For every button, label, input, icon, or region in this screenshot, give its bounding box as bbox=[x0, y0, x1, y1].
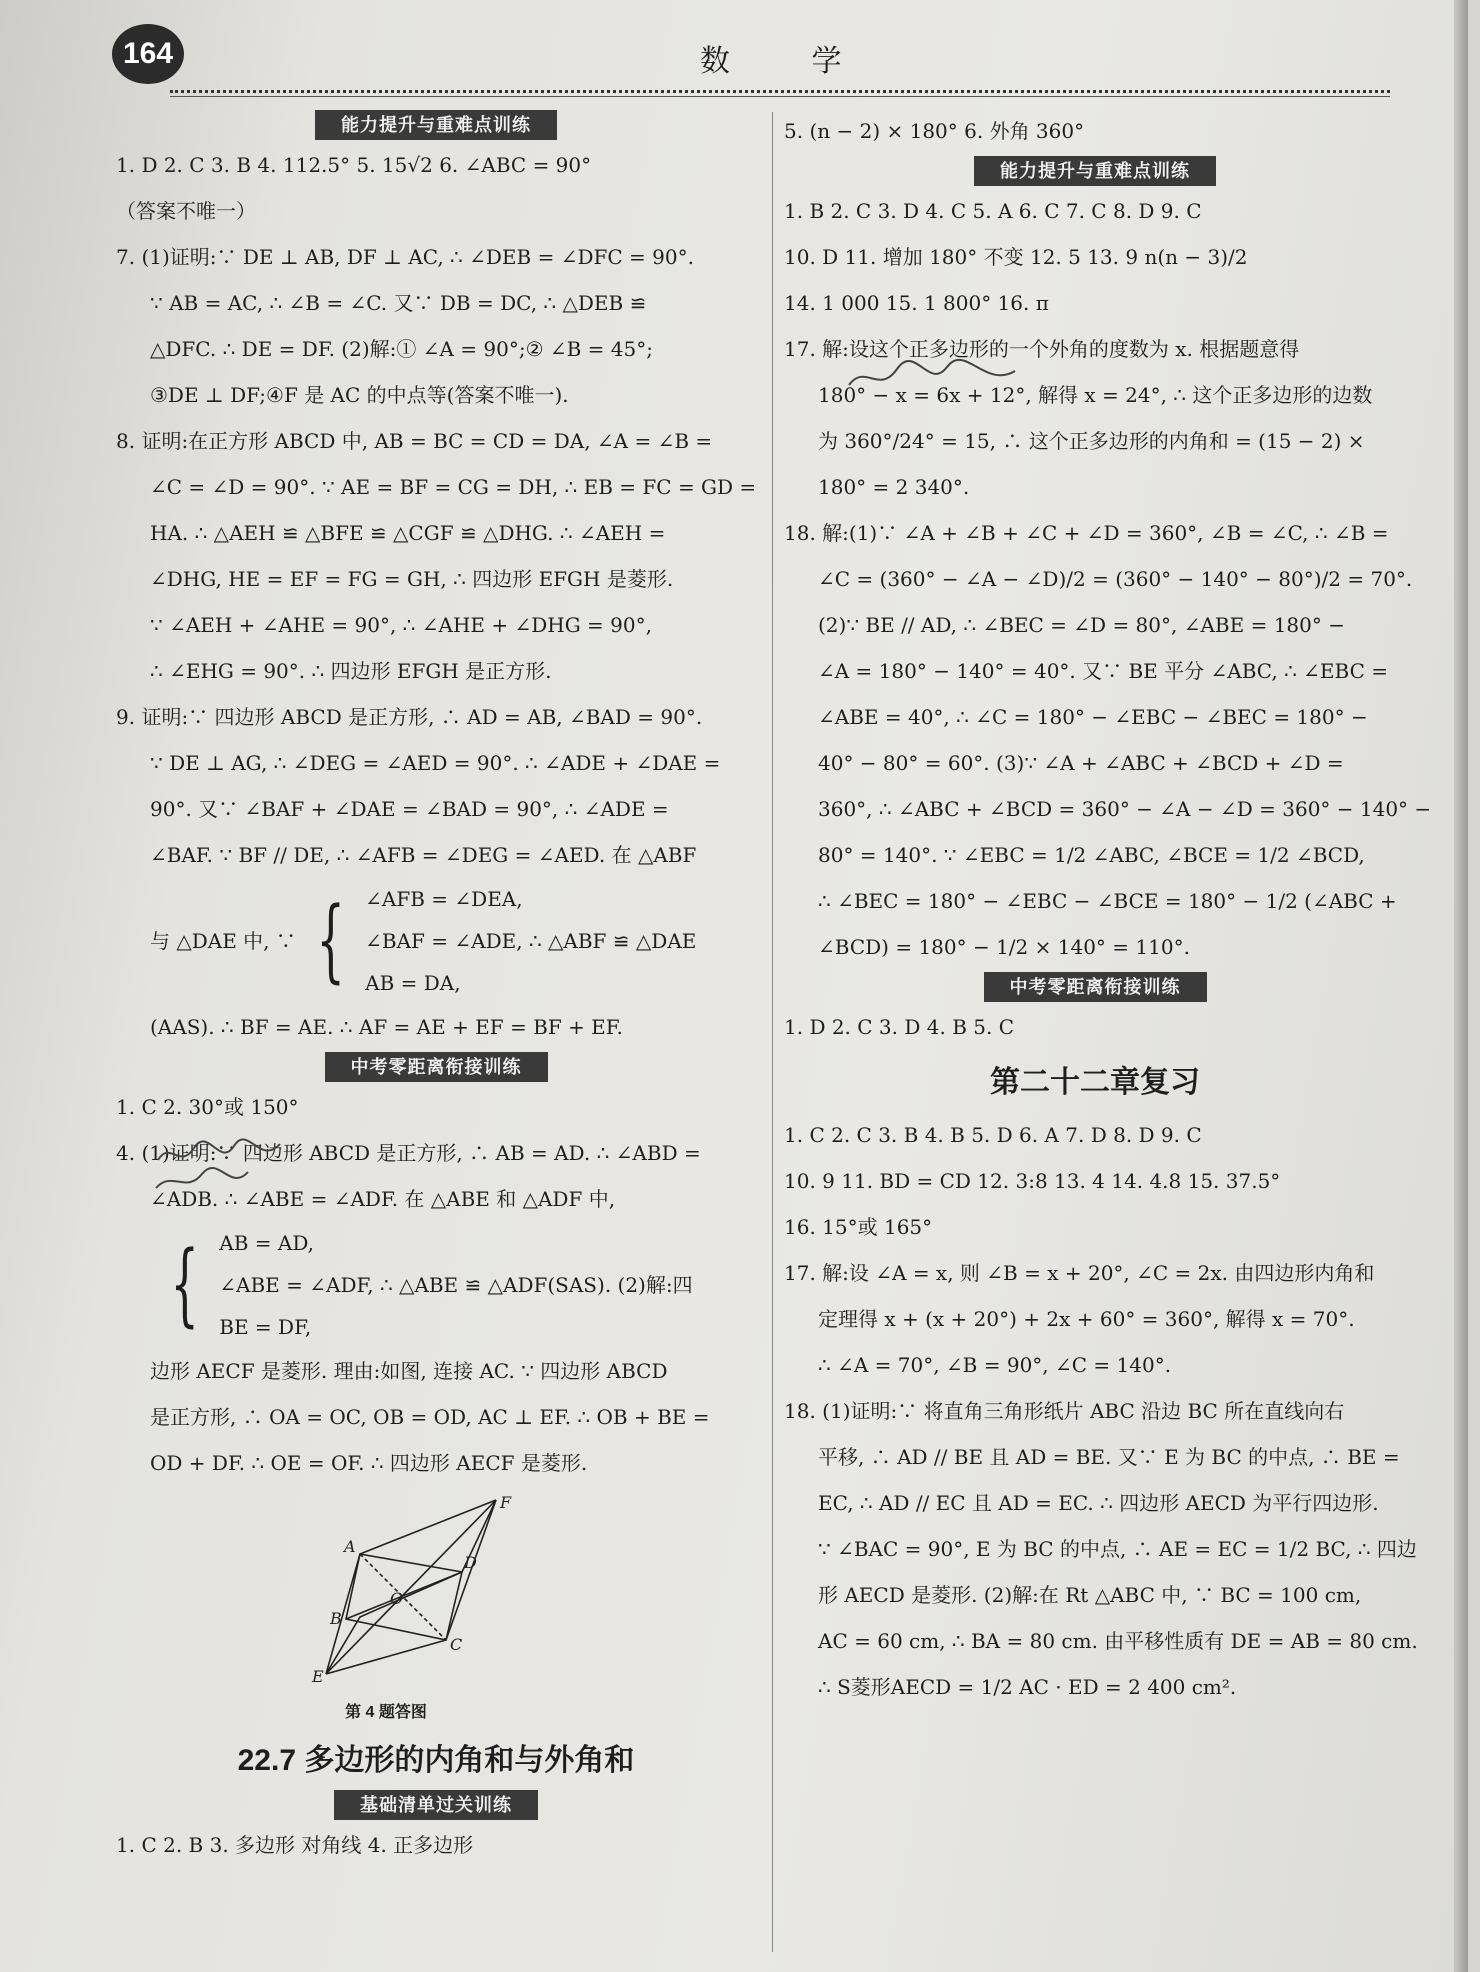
answer-line: 形 AECD 是菱形. (2)解:在 Rt △ABC 中, ∵ BC = 100 cm, bbox=[818, 1583, 1362, 1607]
answer-line: 9. 证明:∵ 四边形 ABCD 是正方形, ∴ AD = AB, ∠BAD = 90°. bbox=[116, 705, 703, 729]
figure-edge-af bbox=[360, 1500, 496, 1554]
section-band: 能力提升与重难点训练 bbox=[974, 156, 1216, 186]
answer-line: 17. 解:设这个正多边形的一个外角的度数为 x. 根据题意得 bbox=[784, 337, 1300, 361]
answer-line: 7. (1)证明:∵ DE ⊥ AB, DF ⊥ AC, ∴ ∠DEB = ∠DFC = 90°. bbox=[116, 245, 694, 269]
figure-label-a: A bbox=[344, 1537, 356, 1556]
answer-line: ∴ S菱形AECD = 1/2 AC · ED = 2 400 cm². bbox=[818, 1675, 1237, 1699]
answer-line: ∠DHG, HE = EF = FG = GH, ∴ 四边形 EFGH 是菱形. bbox=[150, 567, 674, 591]
answer-line: ∴ ∠BEC = 180° − ∠EBC − ∠BCE = 180° − 1/2 (∠ABC + bbox=[818, 889, 1397, 913]
left-column bbox=[116, 108, 756, 1868]
answer-line: 180° − x = 6x + 12°, 解得 x = 24°, ∴ 这个正多边形的边数 bbox=[818, 383, 1373, 407]
brace-prefix: 与 △DAE 中, ∵ bbox=[150, 929, 296, 953]
handwriting-scribble bbox=[845, 355, 1035, 405]
handwriting-scribble bbox=[150, 1130, 310, 1200]
answer-line: 1. B 2. C 3. D 4. C 5. A 6. C 7. C 8. D 9. C bbox=[784, 199, 1202, 223]
answer-line: 17. 解:设 ∠A = x, 则 ∠B = x + 20°, ∠C = 2x. 由四边形内角和 bbox=[784, 1261, 1375, 1285]
figure-label-f: F bbox=[500, 1493, 512, 1512]
answer-line: 1. D 2. C 3. B 4. 112.5° 5. 15√2 6. ∠ABC = 90° bbox=[116, 153, 592, 177]
brace-item: ∠AFB = ∠DEA, bbox=[365, 887, 523, 911]
answer-line: EC, ∴ AD // EC 且 AD = EC. ∴ 四边形 AECD 为平行四边形. bbox=[818, 1491, 1379, 1515]
header-rule bbox=[170, 90, 1390, 93]
answer-line: 1. C 2. 30°或 150° bbox=[116, 1095, 299, 1119]
answer-line: 8. 证明:在正方形 ABCD 中, AB = BC = CD = DA, ∠A = ∠B = bbox=[116, 429, 713, 453]
answer-line: 18. (1)证明:∵ 将直角三角形纸片 ABC 沿边 BC 所在直线向右 bbox=[784, 1399, 1345, 1423]
figure-diagonal-bd bbox=[346, 1572, 462, 1619]
answer-line: △DFC. ∴ DE = DF. (2)解:① ∠A = 90°;② ∠B = 45°; bbox=[150, 337, 653, 361]
section-band: 中考零距离衔接训练 bbox=[325, 1052, 548, 1082]
answer-line: ∴ ∠EHG = 90°. ∴ 四边形 EFGH 是正方形. bbox=[150, 659, 552, 683]
answer-line: ∠C = (360° − ∠A − ∠D)/2 = (360° − 140° − 80°)/2 = 70°. bbox=[818, 567, 1413, 591]
answer-line: ∵ ∠BAC = 90°, E 为 BC 的中点, ∴ AE = EC = 1/2 BC, ∴ 四边 bbox=[818, 1537, 1417, 1561]
brace-system bbox=[116, 878, 756, 1004]
answer-line: OD + DF. ∴ OE = OF. ∴ 四边形 AECF 是菱形. bbox=[150, 1451, 588, 1475]
brace-symbol: { bbox=[170, 1232, 199, 1337]
figure-label-b: B bbox=[330, 1609, 342, 1628]
answer-line: ∵ DE ⊥ AG, ∴ ∠DEG = ∠AED = 90°. ∴ ∠ADE + ∠DAE = bbox=[150, 751, 721, 775]
answer-line: (2)∵ BE // AD, ∴ ∠BEC = ∠D = 80°, ∠ABE = 180° − bbox=[818, 613, 1345, 637]
chapter-title: 第二十二章复习 bbox=[990, 1066, 1200, 1099]
answer-line: ∠ABE = 40°, ∴ ∠C = 180° − ∠EBC − ∠BEC = 180° − bbox=[818, 705, 1368, 729]
answer-line: 40° − 80° = 60°. (3)∵ ∠A + ∠ABC + ∠BCD + ∠D = bbox=[818, 751, 1344, 775]
answer-line: ∠ADB. ∴ ∠ABE = ∠ADF. 在 △ABE 和 △ADF 中, bbox=[150, 1187, 616, 1211]
section-title: 22.7 多边形的内角和与外角和 bbox=[237, 1744, 635, 1777]
brace-item: AB = DA, bbox=[365, 971, 461, 995]
column-divider bbox=[772, 112, 773, 1952]
answer-line: 为 360°/24° = 15, ∴ 这个正多边形的内角和 = (15 − 2) × bbox=[818, 429, 1365, 453]
brace-system bbox=[116, 1222, 756, 1348]
answer-line: ∵ ∠AEH + ∠AHE = 90°, ∴ ∠AHE + ∠DHG = 90°, bbox=[150, 613, 652, 637]
brace-symbol: { bbox=[316, 888, 345, 993]
answer-line: 1. C 2. C 3. B 4. B 5. D 6. A 7. D 8. D 9. C bbox=[784, 1123, 1202, 1147]
answer-line: 180° = 2 340°. bbox=[818, 475, 970, 499]
answer-line: （答案不唯一） bbox=[116, 199, 256, 223]
answer-line: 360°, ∴ ∠ABC + ∠BCD = 360° − ∠A − ∠D = 360° − 140° − bbox=[818, 797, 1432, 821]
answer-line: ③DE ⊥ DF;④F 是 AC 的中点等(答案不唯一). bbox=[150, 383, 569, 407]
brace-item: ∠ABE = ∠ADF, ∴ △ABE ≌ △ADF(SAS). (2)解:四 bbox=[219, 1273, 693, 1297]
answer-line: 1. C 2. B 3. 多边形 对角线 4. 正多边形 bbox=[116, 1833, 474, 1857]
figure-caption: 第 4 题答图 bbox=[345, 1704, 427, 1721]
answer-line: ∠A = 180° − 140° = 40°. 又∵ BE 平分 ∠ABC, ∴ ∠EBC = bbox=[818, 659, 1388, 683]
answer-line: AC = 60 cm, ∴ BA = 80 cm. 由平移性质有 DE = AB = 80 cm. bbox=[818, 1629, 1418, 1653]
brace-item: BE = DF, bbox=[219, 1315, 312, 1339]
figure-label-d: D bbox=[464, 1553, 477, 1572]
answer-line: 1. D 2. C 3. D 4. B 5. C bbox=[784, 1015, 1014, 1039]
answer-line: 16. 15°或 165° bbox=[784, 1215, 933, 1239]
answer-line: ∵ AB = AC, ∴ ∠B = ∠C. 又∵ DB = DC, ∴ △DEB ≌ bbox=[150, 291, 647, 315]
section-band: 基础清单过关训练 bbox=[334, 1790, 538, 1820]
section-band: 中考零距离衔接训练 bbox=[984, 972, 1207, 1002]
answer-line: 4. (1)证明:∵ 四边形 ABCD 是正方形, ∴ AB = AD. ∴ ∠ABD = bbox=[116, 1141, 701, 1165]
rhombus-figure bbox=[266, 1492, 626, 1682]
answer-line: 10. D 11. 增加 180° 不变 12. 5 13. 9 n(n − 3)/2 bbox=[784, 245, 1248, 269]
answer-line: (AAS). ∴ BF = AE. ∴ AF = AE + EF = BF + EF. bbox=[150, 1015, 623, 1039]
answer-line: 80° = 140°. ∵ ∠EBC = 1/2 ∠ABC, ∠BCE = 1/2 ∠BCD, bbox=[818, 843, 1365, 867]
subject-title: 数 学 bbox=[700, 44, 878, 79]
brace-items bbox=[365, 878, 696, 1004]
answer-line: ∠C = ∠D = 90°. ∵ AE = BF = CG = DH, ∴ EB = FC = GD = bbox=[150, 475, 757, 499]
figure-outline bbox=[326, 1500, 496, 1674]
answer-line: 18. 解:(1)∵ ∠A + ∠B + ∠C + ∠D = 360°, ∠B = ∠C, ∴ ∠B = bbox=[784, 521, 1389, 545]
answer-line: 14. 1 000 15. 1 800° 16. π bbox=[784, 291, 1049, 315]
answer-line: 是正方形, ∴ OA = OC, OB = OD, AC ⊥ EF. ∴ OB + BE = bbox=[150, 1405, 710, 1429]
answer-line: 5. (n − 2) × 180° 6. 外角 360° bbox=[784, 119, 1085, 143]
answer-line: 定理得 x + (x + 20°) + 2x + 60° = 360°, 解得 x = 70°. bbox=[818, 1307, 1355, 1331]
page-number-badge: 164 bbox=[112, 24, 184, 84]
figure-label-c: C bbox=[450, 1635, 463, 1654]
answer-line: 平移, ∴ AD // BE 且 AD = BE. 又∵ E 为 BC 的中点, ∴ BE = bbox=[818, 1445, 1400, 1469]
brace-item: AB = AD, bbox=[219, 1231, 315, 1255]
page-edge bbox=[1454, 0, 1468, 1972]
answer-line: HA. ∴ △AEH ≌ △BFE ≌ △CGF ≌ △DHG. ∴ ∠AEH = bbox=[150, 521, 666, 545]
answer-line: 10. 9 11. BD = CD 12. 3:8 13. 4 14. 4.8 15. 37.5° bbox=[784, 1169, 1281, 1193]
section-band: 能力提升与重难点训练 bbox=[315, 110, 557, 140]
answer-line: ∴ ∠A = 70°, ∠B = 90°, ∠C = 140°. bbox=[818, 1353, 1172, 1377]
brace-items bbox=[219, 1222, 692, 1348]
header-rule-line bbox=[170, 96, 1390, 97]
brace-item: ∠BAF = ∠ADE, ∴ △ABF ≌ △DAE bbox=[365, 929, 697, 953]
answer-line: ∠BAF. ∵ BF // DE, ∴ ∠AFB = ∠DEG = ∠AED. 在 △ABF bbox=[150, 843, 697, 867]
right-column bbox=[784, 108, 1432, 1710]
answer-line: 边形 AECF 是菱形. 理由:如图, 连接 AC. ∵ 四边形 ABCD bbox=[150, 1359, 668, 1383]
answer-line: 90°. 又∵ ∠BAF + ∠DAE = ∠BAD = 90°, ∴ ∠ADE = bbox=[150, 797, 669, 821]
figure-label-e: E bbox=[312, 1667, 324, 1682]
answer-line: ∠BCD) = 180° − 1/2 × 140° = 110°. bbox=[818, 935, 1190, 959]
figure-label-o: O bbox=[390, 1589, 404, 1608]
